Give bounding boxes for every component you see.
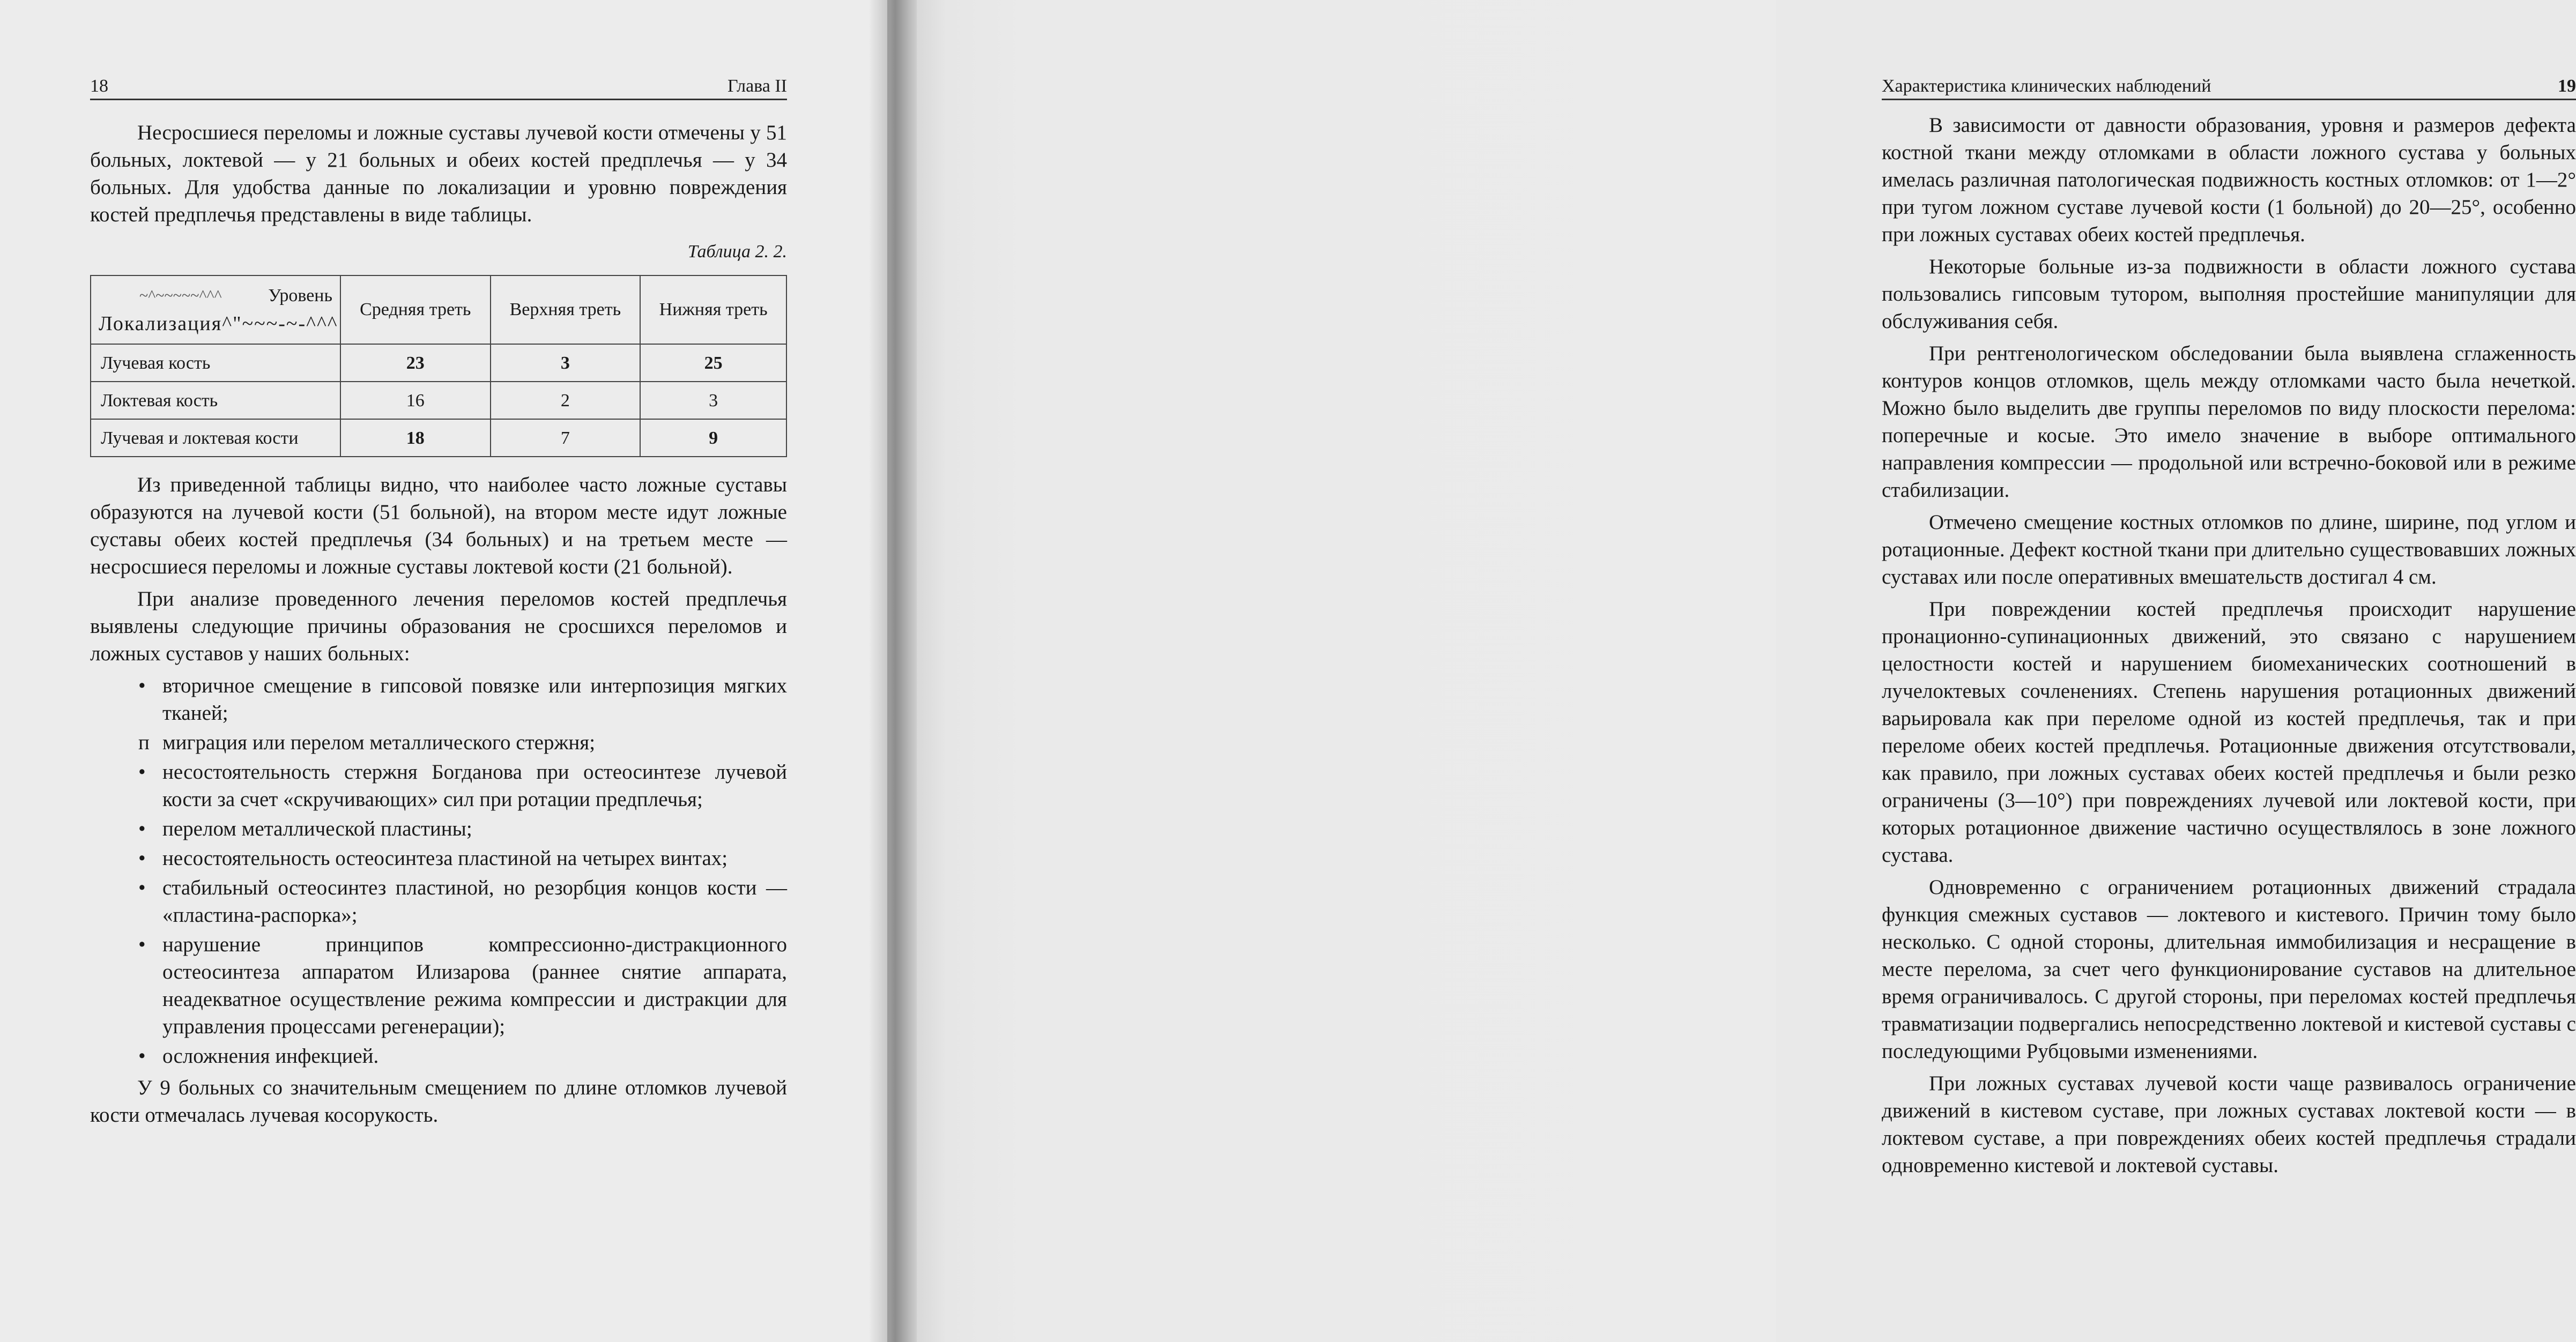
left-chapter-title: Глава II — [727, 76, 787, 96]
fracture-localization-table — [90, 275, 787, 457]
bullet-mark: • — [138, 1045, 146, 1068]
table-cell: 7 — [491, 419, 641, 457]
right-paragraph: Отмечено смещение костных отломков по длине, ширине, под углом и ротационные. Дефект костной ткани при длительно существовавших ложных суставах или после оперативных вмешательств достигал 4 см. — [1882, 511, 2576, 588]
corner-squiggle: ~^~~~~~^^^ — [139, 287, 222, 304]
right-paragraph: При повреждении костей предплечья происходит нарушение пронационно-супинационных движений, это связано с нарушением целостности костей и нарушением биомеханических соотношений в лучелоктевых сочленениях. Степень нарушения ротационных движений варьировала как при переломе одной из костей предплечья, так и при переломе обеих костей предплечья. Ротационные движения отсутствовали, как правило, при ложных суставах обеих костей предплечья и были резко ограничены (3—10°) при повреждениях лучевой или локтевой кости, при которых ротационное движение частично осуществлялось в зоне ложного сустава. — [1882, 598, 2576, 867]
left-paragraph-1: Несросшиеся переломы и ложные суставы лучевой кости отмечены у 51 больных, локтевой — у 21 больных и обеих костей предплечья — у 34 больных. Для удобства данные по локализации и уровню повреждения костей предплечья представлены в виде таблицы. — [90, 121, 787, 226]
list-item-text: несостоятельность остеосинтеза пластиной на четырех винтах; — [162, 847, 728, 870]
table-cell: 3 — [491, 344, 641, 382]
list-item — [90, 1042, 787, 1070]
bullet-mark: • — [138, 674, 146, 697]
list-item-text: перелом металлической пластины; — [162, 817, 472, 840]
left-text-body — [90, 119, 787, 1134]
table-row — [91, 419, 786, 457]
list-item-text: миграция или перелом металлического стержня; — [162, 731, 596, 754]
right-paragraph: Некоторые больные из-за подвижности в области ложного сустава пользовались гипсовым тутором, выполняя простейшие манипуляции для обслуживания себя. — [1882, 255, 2576, 333]
table-cell: 9 — [640, 419, 786, 457]
bullet-mark: • — [138, 876, 146, 899]
right-paragraph: При рентгенологическом обследовании была выявлена сглаженность контуров концов отломков, щель между отломками часто была нечеткой. Можно было выделить две группы переломов по виду плоскости перелома: поперечные и косые. Это имело значение в выборе оптимального направления компрессии — продольной или встречно-боковой или в режиме стабилизации. — [1882, 342, 2576, 502]
table-cell: 23 — [340, 344, 491, 382]
bullet-mark: • — [138, 933, 146, 956]
right-paragraph: Одновременно с ограничением ротационных движений страдала функция смежных суставов — локтевого и кистевого. Причин тому было несколько. С одной стороны, длительная иммобилизация и несращение в месте перелома, за счет чего функционирование суставов на длительное время ограничивалось. С другой стороны, при переломах костей предплечья травматизации подвергались непосредственно локтевой и кистевой суставы с последующими Рубцовыми изменениями. — [1882, 876, 2576, 1063]
corner-level-label: Уровень — [268, 286, 332, 305]
list-item-text: стабильный остеосинтез пластиной, но резорбция концов кости — «пластина-распорка»; — [162, 876, 787, 927]
table-header-row — [91, 275, 786, 344]
list-item-text: осложнения инфекцией. — [162, 1045, 379, 1068]
row-label: Локтевая кость — [91, 382, 340, 419]
bullet-mark: • — [138, 847, 146, 870]
bullet-mark: • — [138, 761, 146, 784]
bullet-mark: п — [138, 731, 150, 754]
table-cell: 3 — [640, 382, 786, 419]
table-cell: 18 — [340, 419, 491, 457]
left-running-head — [90, 74, 787, 100]
row-label: Лучевая и локтевая кости — [91, 419, 340, 457]
right-paragraph: При ложных суставах лучевой кости чаще развивалось ограничение движений в кистевом суставе, при ложных суставах локтевой кости — в локтевом суставе, а при повреждениях обеих костей предплечья страдали одновременно кистевой и локтевой суставы. — [1882, 1072, 2576, 1177]
right-running-head — [1882, 74, 2576, 100]
table-cell: 25 — [640, 344, 786, 382]
right-page — [887, 0, 2576, 1342]
column-header-middle: Средняя треть — [340, 275, 491, 344]
table-row — [91, 382, 786, 419]
right-page-number: 19 — [2558, 76, 2576, 96]
list-item — [90, 874, 787, 929]
right-text-body — [1882, 111, 2576, 1184]
book-gutter-shadow — [868, 0, 917, 1342]
right-running-title: Характеристика клинических наблюдений — [1882, 76, 2211, 96]
left-paragraph-3: При анализе проведенного лечения переломов костей предплечья выявлены следующие причины образования не сросшихся переломов и ложных суставов у наших больных: — [90, 587, 787, 665]
list-item — [90, 672, 787, 727]
list-item — [90, 758, 787, 813]
left-paragraph-2: Из приведенной таблицы видно, что наиболее часто ложные суставы образуются на лучевой кости (51 больной), на втором месте идут ложные суставы обеих костей предплечья (34 больных) и на третьем месте — несросшиеся переломы и ложные суставы локтевой кости (21 больной). — [90, 473, 787, 578]
row-label: Лучевая кость — [91, 344, 340, 382]
bullet-mark: • — [138, 817, 146, 840]
list-item-text: нарушение принципов компрессионно-дистракционного остеосинтеза аппаратом Илизарова (раннее снятие аппарата, неадекватное осуществление режима компрессии и дистракции для управления процессами регенерации); — [162, 933, 787, 1038]
table-caption: Таблица 2. 2. — [687, 242, 787, 262]
causes-list — [90, 672, 787, 1070]
table-row — [91, 344, 786, 382]
table-cell: 2 — [491, 382, 641, 419]
list-item — [90, 729, 787, 756]
left-page — [0, 0, 887, 1342]
right-paragraph: В зависимости от давности образования, уровня и размеров дефекта костной ткани между отломками в области ложного сустава у больных имелась различная патологическая подвижность костных отломков: от 1—2° при тугом ложном суставе лучевой кости (1 больной) до 20—25°, особенно при ложных суставах обеих костей предплечья. — [1882, 114, 2576, 246]
table-cell: 16 — [340, 382, 491, 419]
column-header-lower: Нижняя треть — [640, 275, 786, 344]
corner-localization-label: Локализация^"~~~-~-^^^ — [99, 312, 338, 335]
left-paragraph-4: У 9 больных со значительным смещением по длине отломков лучевой кости отмечалась лучевая косорукость. — [90, 1076, 787, 1127]
list-item — [90, 845, 787, 872]
list-item — [90, 931, 787, 1040]
list-item — [90, 815, 787, 843]
column-header-upper: Верхняя треть — [491, 275, 641, 344]
left-page-number: 18 — [90, 76, 108, 96]
table-corner-cell — [91, 275, 340, 344]
list-item-text: вторичное смещение в гипсовой повязке или интерпозиция мягких тканей; — [162, 674, 787, 725]
list-item-text: несостоятельность стержня Богданова при остеосинтезе лучевой кости за счет «скручивающих» сил при ротации предплечья; — [162, 761, 787, 811]
